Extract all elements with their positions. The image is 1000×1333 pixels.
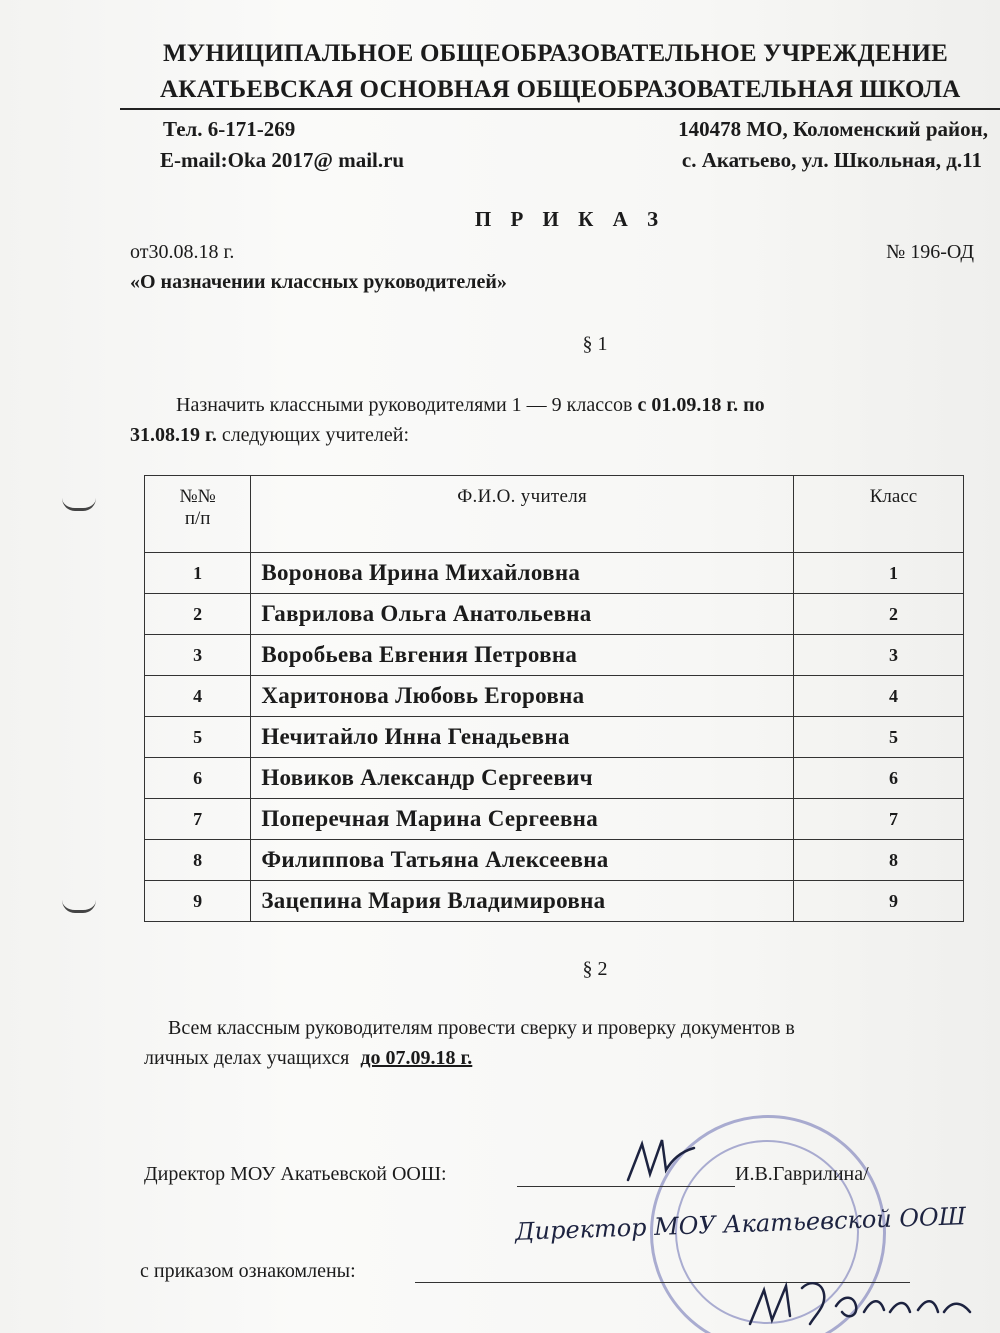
row-num: 2: [145, 594, 251, 635]
section1-to-date: 31.08.19 г.: [130, 424, 217, 446]
row-teacher-name: Воробьева Евгения Петровна: [251, 635, 794, 676]
row-class: 5: [793, 717, 963, 758]
row-num: 5: [145, 717, 251, 758]
header-num: [145, 476, 251, 553]
header-rule: [120, 108, 1000, 110]
row-class: 7: [793, 799, 963, 840]
table-row: [145, 553, 964, 594]
row-num: 4: [145, 676, 251, 717]
table-header-row: [145, 476, 964, 553]
row-teacher-name: Харитонова Любовь Егоровна: [251, 676, 794, 717]
table-row: [145, 635, 964, 676]
section2-text: [144, 1013, 984, 1073]
row-class: 3: [793, 635, 963, 676]
row-teacher-name: Гаврилова Ольга Анатольевна: [251, 594, 794, 635]
address-line1: 140478 МО, Коломенский район,: [678, 117, 988, 141]
section1-from-to: с 01.09.18 г. по: [637, 394, 765, 416]
row-num: 9: [145, 881, 251, 922]
row-class: 2: [793, 594, 963, 635]
row-teacher-name: Новиков Александр Сергеевич: [251, 758, 794, 799]
row-num: 8: [145, 840, 251, 881]
table-row: [145, 594, 964, 635]
row-num: 7: [145, 799, 251, 840]
order-number: № 196-ОД: [886, 241, 974, 263]
row-class: 6: [793, 758, 963, 799]
teachers-table: [144, 475, 964, 922]
address-line2: с. Акатьево, ул. Школьная, д.11: [681, 148, 982, 172]
header-num-line2: п/п: [184, 508, 211, 529]
director-signature: [620, 1130, 700, 1190]
row-teacher-name: Филиппова Татьяна Алексеевна: [251, 840, 794, 881]
email: E-mail:Oka 2017@ mail.ru: [160, 148, 405, 172]
row-teacher-name: Поперечная Марина Сергеевна: [251, 799, 794, 840]
section2-deadline: до 07.09.18 г.: [360, 1047, 473, 1069]
row-num: 6: [145, 758, 251, 799]
section1-text-end: следующих учителей:: [221, 424, 410, 446]
row-class: 9: [793, 881, 963, 922]
row-class: 4: [793, 676, 963, 717]
punch-hole-top: [62, 498, 96, 511]
row-class: 1: [793, 553, 963, 594]
row-class: 8: [793, 840, 963, 881]
order-title: П Р И К А З: [474, 207, 666, 231]
handwritten-note: Директор МОУ Акатьевской ООШ: [514, 1202, 967, 1246]
phone: Тел. 6-171-269: [163, 117, 296, 141]
section2-mark: § 2: [582, 958, 608, 980]
row-num: 3: [145, 635, 251, 676]
table-row: [145, 840, 964, 881]
order-date: от30.08.18 г.: [130, 241, 235, 263]
section1-mark: § 1: [582, 333, 608, 355]
school-name-line2: АКАТЬЕВСКАЯ ОСНОВНАЯ ОБЩЕОБРАЗОВАТЕЛЬНАЯ ШКОЛА: [160, 76, 961, 103]
row-teacher-name: Воронова Ирина Михайловна: [251, 553, 794, 594]
table-row: [145, 881, 964, 922]
punch-hole-bottom: [62, 900, 96, 913]
section2-text-line2: личных делах учащихся: [144, 1047, 350, 1069]
order-subject: «О назначении классных руководителей»: [130, 271, 507, 293]
row-num: 1: [145, 553, 251, 594]
table-row: [145, 758, 964, 799]
table-row: [145, 799, 964, 840]
section1-text: [130, 390, 960, 450]
school-name-line1: МУНИЦИПАЛЬНОЕ ОБЩЕОБРАЗОВАТЕЛЬНОЕ УЧРЕЖДЕНИЕ: [163, 40, 948, 67]
row-teacher-name: Нечитайло Инна Генадьевна: [251, 717, 794, 758]
header-num-line1: №№: [179, 486, 216, 507]
table-row: [145, 676, 964, 717]
header-name: Ф.И.О. учителя: [251, 476, 794, 553]
section2-text-line1: Всем классным руководителям провести сверку и проверку документов в: [168, 1017, 795, 1039]
handwritten-signature-bottom: [740, 1272, 980, 1332]
table-row: [145, 717, 964, 758]
director-name: И.В.Гаврилина/: [735, 1163, 869, 1185]
row-teacher-name: Зацепина Мария Владимировна: [251, 881, 794, 922]
header-class: Класс: [793, 476, 963, 553]
section1-text-start: Назначить классными руководителями 1 — 9 классов: [176, 394, 633, 416]
acquainted-label: с приказом ознакомлены:: [140, 1260, 356, 1282]
director-label: Директор МОУ Акатьевской ООШ:: [144, 1163, 447, 1185]
